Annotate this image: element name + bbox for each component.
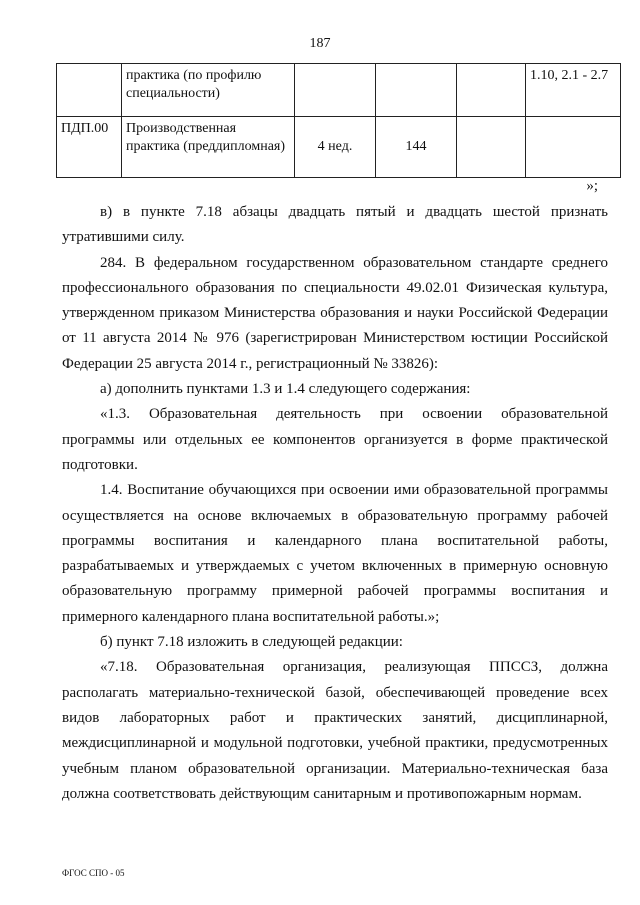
paragraph-b: б) пункт 7.18 изложить в следующей редакции: [100, 634, 403, 651]
paragraph-a: а) дополнить пунктами 1.3 и 1.4 следующего содержания: [100, 381, 471, 398]
cell-hours: 144 [376, 117, 457, 178]
closing-quote: »; [586, 178, 598, 194]
page-number: 187 [309, 36, 331, 51]
cell-extra [457, 117, 526, 178]
paragraph-v: в) в пункте 7.18 абзацы двадцать пятый и двадцать шестой признать утратившими силу. [62, 204, 608, 246]
cell-name: практика (по профилю специальности) [122, 64, 295, 117]
cell-extra [457, 64, 526, 117]
cell-hours [376, 64, 457, 117]
paragraph-1-4: 1.4. Воспитание обучающихся при освоении ими образовательной программы осуществляется на основе включаемых в образовательную программу рабочей программы воспитания и календарного плана воспитательной работы, разрабатываемых и утверждаемых с учетом включенных в примерную основную образовательную программу примерной рабочей программы воспитания и примерного календарного плана воспитательной работы.»; [62, 482, 608, 625]
table-row [57, 64, 621, 117]
cell-code [57, 64, 122, 117]
cell-name: Производственная практика (преддипломная) [122, 117, 295, 178]
cell-code: ПДП.00 [57, 117, 122, 178]
paragraph-1-3: «1.3. Образовательная деятельность при освоении образовательной программы или отдельных ее компонентов организуется в форме практической подготовки. [62, 406, 608, 473]
footer-label: ФГОС СПО - 05 [62, 868, 125, 878]
paragraph-7-18: «7.18. Образовательная организация, реализующая ППССЗ, должна располагать материально-технической базой, обеспечивающей проведение всех видов лабораторных работ и практических занятий, дисциплинарной, междисциплинарной и модульной подготовки, учебной практики, предусмотренных учебным планом образовательной организации. Материально-техническая база должна соответствовать действующим санитарным и противопожарным нормам. [62, 659, 608, 802]
cell-duration [295, 64, 376, 117]
cell-duration: 4 нед. [295, 117, 376, 178]
paragraph-284: 284. В федеральном государственном образовательном стандарте среднего профессионального образования по специальности 49.02.01 Физическая культура, утвержденном приказом Министерства образования и науки Российской Федерации от 11 августа 2014 № 976 (зарегистрирован Министерством юстиции Российской Федерации 25 августа 2014 г., регистрационный № 33826): [62, 254, 608, 372]
cell-competencies [526, 117, 621, 178]
table-row [57, 117, 621, 178]
curriculum-table [56, 63, 621, 178]
document-body [62, 200, 608, 807]
cell-competencies: 1.10, 2.1 - 2.7 [526, 64, 621, 117]
